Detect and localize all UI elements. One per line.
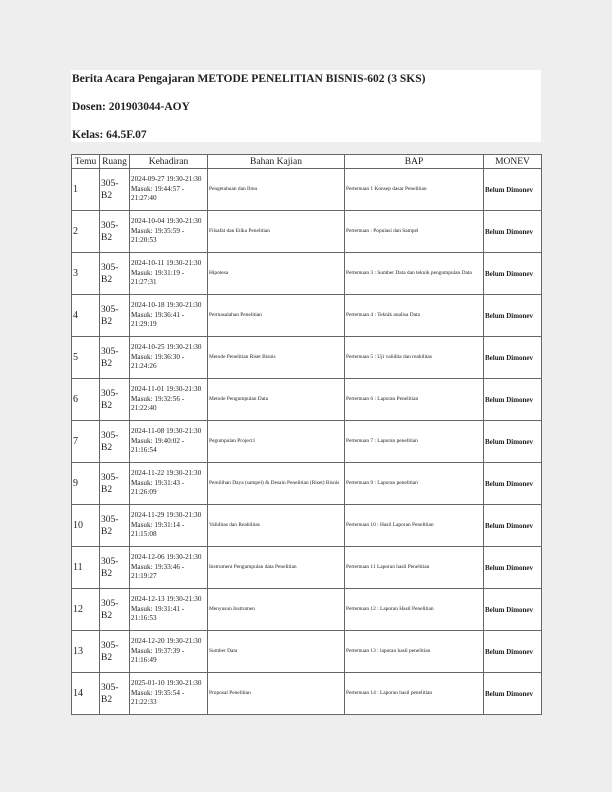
room-cell: 305-B2 xyxy=(100,463,130,505)
monev-status-cell: Belum Dimonev xyxy=(484,505,542,547)
meeting-number-cell: 7 xyxy=(72,421,100,463)
room-cell: 305-B2 xyxy=(100,379,130,421)
lecturer-line: Dosen: 201903044-AOY xyxy=(72,101,190,113)
table-row xyxy=(72,673,542,715)
room-cell: 305-B2 xyxy=(100,421,130,463)
attendance-checkin: Masuk: 19:31:43 - 21:26:09 xyxy=(131,478,185,497)
meeting-number-cell: 14 xyxy=(72,673,100,715)
attendance-cell xyxy=(130,505,208,547)
room-cell: 305-B2 xyxy=(100,337,130,379)
bap-cell: Pertemuan 10 : Hasil Laporan Penelitian xyxy=(345,505,484,547)
attendance-schedule: 2024-10-04 19:30-21:30 xyxy=(131,217,202,226)
class-line: Kelas: 64.5F.07 xyxy=(72,129,147,141)
attendance-cell xyxy=(130,547,208,589)
bap-cell: Pertemuan 1 Konsep dasar Penelitian xyxy=(345,169,484,211)
attendance-cell xyxy=(130,295,208,337)
monev-status-cell: Belum Dimonev xyxy=(484,211,542,253)
column-header-ruang: Ruang xyxy=(100,155,130,169)
attendance-cell xyxy=(130,379,208,421)
table-row xyxy=(72,547,542,589)
room-cell: 305-B2 xyxy=(100,295,130,337)
table-row xyxy=(72,295,542,337)
bap-cell: Pertemuan 14 : Laporan hasil penelitian xyxy=(345,673,484,715)
attendance-checkin: Masuk: 19:35:54 - 21:22:33 xyxy=(131,688,185,707)
study-material-cell: Hipotesa xyxy=(208,253,345,295)
table-row xyxy=(72,589,542,631)
attendance-schedule: 2024-11-01 19:30-21:30 xyxy=(131,385,202,394)
attendance-schedule: 2024-10-18 19:30-21:30 xyxy=(131,301,202,310)
column-header-temu: Temu xyxy=(72,155,100,169)
attendance-cell xyxy=(130,421,208,463)
room-cell: 305-B2 xyxy=(100,673,130,715)
room-cell: 305-B2 xyxy=(100,505,130,547)
meeting-number-cell: 1 xyxy=(72,169,100,211)
attendance-cell xyxy=(130,211,208,253)
attendance-schedule: 2024-10-11 19:30-21:30 xyxy=(131,259,202,268)
report-title: Berita Acara Pengajaran METODE PENELITIAN BISNIS-602 (3 SKS) xyxy=(72,73,426,85)
attendance-schedule: 2024-10-25 19:30-21:30 xyxy=(131,343,202,352)
room-cell: 305-B2 xyxy=(100,169,130,211)
table-row xyxy=(72,379,542,421)
room-cell: 305-B2 xyxy=(100,547,130,589)
monev-status-cell: Belum Dimonev xyxy=(484,253,542,295)
attendance-checkin: Masuk: 19:37:39 - 21:16:49 xyxy=(131,646,185,665)
attendance-checkin: Masuk: 19:31:41 - 21:16:53 xyxy=(131,604,185,623)
bap-cell: Pertemuan 4 : Teknik analisa Data xyxy=(345,295,484,337)
attendance-schedule: 2024-11-29 19:30-21:30 xyxy=(131,511,202,520)
study-material-cell: Metode Pengumpulan Data xyxy=(208,379,345,421)
bap-cell: Pertemuan 7 : Laporan penelitian xyxy=(345,421,484,463)
attendance-checkin: Masuk: 19:36:30 - 21:24:26 xyxy=(131,352,185,371)
attendance-checkin: Masuk: 19:36:41 - 21:29:19 xyxy=(131,310,185,329)
monev-status-cell: Belum Dimonev xyxy=(484,421,542,463)
attendance-schedule: 2024-12-13 19:30-21:30 xyxy=(131,595,202,604)
report-header xyxy=(71,70,541,142)
table-header-row xyxy=(72,155,542,169)
table-row xyxy=(72,253,542,295)
room-cell: 305-B2 xyxy=(100,211,130,253)
monev-status-cell: Belum Dimonev xyxy=(484,169,542,211)
bap-cell: Pertemuan 12 : Laporan Hasil Penelitian xyxy=(345,589,484,631)
study-material-cell: Proposal Penelitian xyxy=(208,673,345,715)
table-row xyxy=(72,421,542,463)
meeting-number-cell: 4 xyxy=(72,295,100,337)
table-row xyxy=(72,337,542,379)
monev-status-cell: Belum Dimonev xyxy=(484,631,542,673)
table-row xyxy=(72,211,542,253)
attendance-schedule: 2024-11-08 19:30-21:30 xyxy=(131,427,202,436)
bap-cell: Pertemuan 3 : Sumber Data dan teknik pengumpulan Data xyxy=(345,253,484,295)
attendance-schedule: 2025-01-10 19:30-21:30 xyxy=(131,679,202,688)
attendance-schedule: 2024-12-20 19:30-21:30 xyxy=(131,637,202,646)
column-header-bap: BAP xyxy=(345,155,484,169)
attendance-schedule: 2024-11-22 19:30-21:30 xyxy=(131,469,202,478)
monev-status-cell: Belum Dimonev xyxy=(484,673,542,715)
attendance-cell xyxy=(130,463,208,505)
meeting-number-cell: 10 xyxy=(72,505,100,547)
attendance-checkin: Masuk: 19:31:19 - 21:27:31 xyxy=(131,268,185,287)
column-header-monev: MONEV xyxy=(484,155,542,169)
study-material-cell: Menyusun Instrumen xyxy=(208,589,345,631)
study-material-cell: Permasalahan Penelitian xyxy=(208,295,345,337)
monev-status-cell: Belum Dimonev xyxy=(484,379,542,421)
attendance-cell xyxy=(130,169,208,211)
attendance-cell xyxy=(130,253,208,295)
monev-status-cell: Belum Dimonev xyxy=(484,589,542,631)
room-cell: 305-B2 xyxy=(100,589,130,631)
bap-cell: Pertemuan 5 : Uji validita dan reabilitas xyxy=(345,337,484,379)
meeting-number-cell: 6 xyxy=(72,379,100,421)
study-material-cell: Filsafat dan Etika Penelitian xyxy=(208,211,345,253)
study-material-cell: Metode Penelitian Riset Bisnis xyxy=(208,337,345,379)
bap-cell: Pertemuan 13 : laporan hasil penelitian xyxy=(345,631,484,673)
attendance-cell xyxy=(130,589,208,631)
room-cell: 305-B2 xyxy=(100,631,130,673)
attendance-checkin: Masuk: 19:33:46 - 21:19:27 xyxy=(131,562,185,581)
table-row xyxy=(72,505,542,547)
attendance-checkin: Masuk: 19:44:57 - 21:27:40 xyxy=(131,184,185,203)
monev-status-cell: Belum Dimonev xyxy=(484,463,542,505)
study-material-cell: Pegumpulan Project1 xyxy=(208,421,345,463)
monev-status-cell: Belum Dimonev xyxy=(484,295,542,337)
meeting-number-cell: 13 xyxy=(72,631,100,673)
table-row xyxy=(72,631,542,673)
attendance-checkin: Masuk: 19:31:14 - 21:15:08 xyxy=(131,520,185,539)
attendance-schedule: 2024-09-27 19:30-21:30 xyxy=(131,175,202,184)
meeting-number-cell: 9 xyxy=(72,463,100,505)
meeting-number-cell: 12 xyxy=(72,589,100,631)
room-cell: 305-B2 xyxy=(100,253,130,295)
monev-status-cell: Belum Dimonev xyxy=(484,337,542,379)
table-row xyxy=(72,169,542,211)
study-material-cell: Sumber Data xyxy=(208,631,345,673)
meeting-number-cell: 5 xyxy=(72,337,100,379)
attendance-cell xyxy=(130,337,208,379)
bap-cell: Pertemuan 11 Laporan hasil Penelitian xyxy=(345,547,484,589)
attendance-schedule: 2024-12-06 19:30-21:30 xyxy=(131,553,202,562)
teaching-record-table xyxy=(71,154,542,715)
attendance-checkin: Masuk: 19:35:59 - 21:20:53 xyxy=(131,226,185,245)
study-material-cell: Instrument Pengumpulan data Penelitian xyxy=(208,547,345,589)
meeting-number-cell: 3 xyxy=(72,253,100,295)
attendance-cell xyxy=(130,673,208,715)
bap-cell: Pertemuan : Populasi dan Sampel xyxy=(345,211,484,253)
attendance-checkin: Masuk: 19:32:56 - 21:22:40 xyxy=(131,394,185,413)
study-material-cell: Validitas dan Reabilitas xyxy=(208,505,345,547)
attendance-checkin: Masuk: 19:40:02 - 21:16:54 xyxy=(131,436,185,455)
meeting-number-cell: 2 xyxy=(72,211,100,253)
attendance-cell xyxy=(130,631,208,673)
meeting-number-cell: 11 xyxy=(72,547,100,589)
bap-cell: Pertemuan 6 : Laporan Penelitian xyxy=(345,379,484,421)
column-header-bahan-kajian: Bahan Kajian xyxy=(208,155,345,169)
bap-cell: Pertemuan 9 : Laporan penelitian xyxy=(345,463,484,505)
column-header-kehadiran: Kehadiran xyxy=(130,155,208,169)
table-row xyxy=(72,463,542,505)
study-material-cell: Pengetahuan dan Ilmu xyxy=(208,169,345,211)
monev-status-cell: Belum Dimonev xyxy=(484,547,542,589)
study-material-cell: Pemilihan Daya (sampel) & Desain Penelitian (Riset) Bisnis xyxy=(208,463,345,505)
